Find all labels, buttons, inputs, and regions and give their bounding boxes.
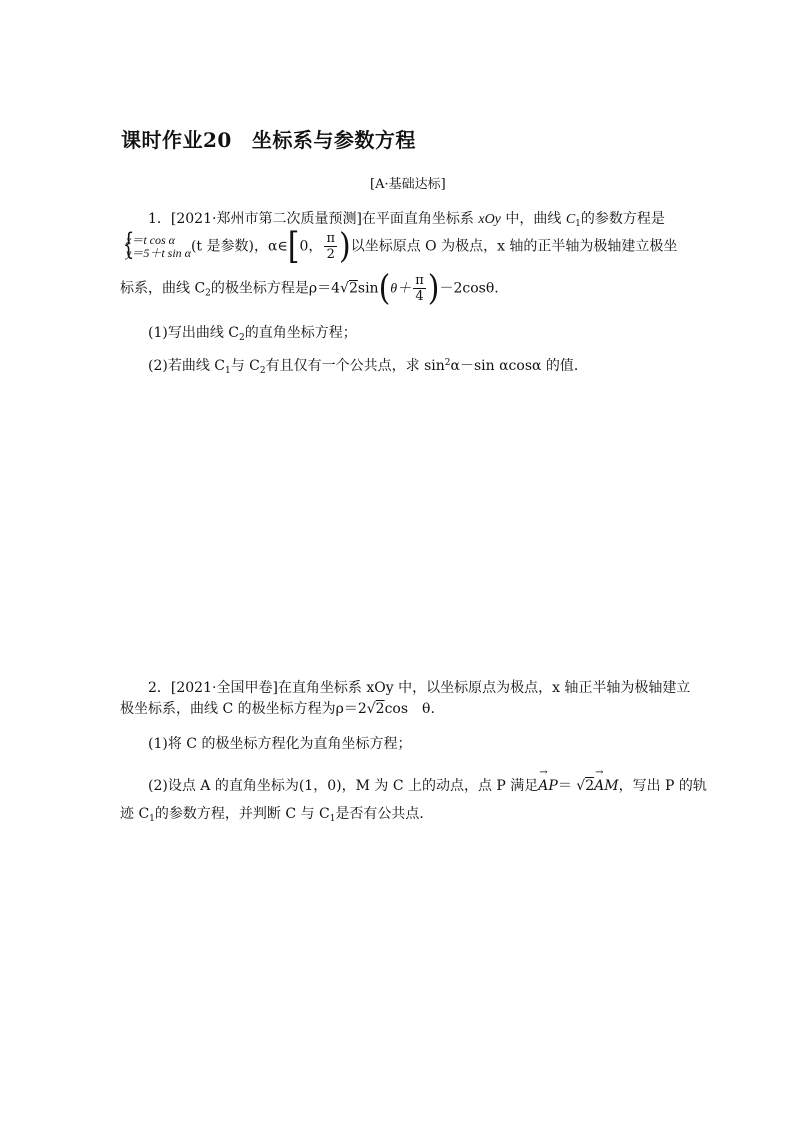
q1-theta-plus: θ＋ [390, 281, 412, 297]
q2-line4-a: 迹 C [120, 806, 150, 822]
q2-part2: (2)设点 A 的直角坐标为(1，0)，M 为 C 上的动点，点 P 满足→ AP＝ √2→ AM，写出 P 的轨 [148, 775, 707, 795]
q1-part2-sup: 2 [444, 358, 451, 368]
q2-line2: 极坐标系，曲线 C 的极坐标方程为ρ＝2√2cos θ. [120, 701, 435, 717]
q1-c1-sub: 1 [575, 219, 581, 229]
q1-part2-a: (2)若曲线 C [148, 358, 225, 374]
q2-line4-sub2: 1 [329, 814, 336, 824]
q1-part2-c: 有且仅有一个公共点，求 sin [265, 358, 445, 374]
q2-part2-a: (2)设点 A 的直角坐标为(1，0)，M 为 C 上的动点，点 P 满足 [148, 778, 539, 794]
q2-line4 [120, 803, 433, 824]
q1-line3-c: sin [357, 280, 379, 297]
q1-line3: 标系，曲线 $C_2$的极坐标方程是ρ＝4√2sin(θ＋ $\frac{\pi}{4}$ )－2cosθ. [120, 267, 499, 309]
q2-part1: (1)将 C 的极坐标方程化为直角坐标方程； [148, 736, 412, 752]
q2-line4-c: 是否有公共点． [335, 806, 434, 822]
q1-line3-a: 标系，曲线 C [120, 280, 206, 297]
q1-sqrt2: 2 [348, 280, 358, 297]
q1-interval-zero: 0， [299, 238, 323, 255]
q1-line2: { x＝t cos α y＝5＋t sin α (t 是参数)，α∈[0， $\frac{\pi}{2}$ )以坐标原点 O 为极点，x 轴的正半轴为极轴建立极坐 [120, 231, 677, 262]
q2-eq: ＝ [557, 778, 577, 794]
q1-xoy: xOy [478, 212, 501, 227]
q1-mid: 中，曲线 [500, 211, 566, 227]
q1-part2-sub1: 1 [225, 366, 231, 376]
q1-lead: 1．[2021·郑州市第二次质量预测]在平面直角坐标系 [148, 211, 479, 227]
q2-vector-ap: → AP [538, 778, 558, 794]
q1-part2 [148, 355, 588, 376]
q2-part2-b: ，写出 P 的轨 [618, 778, 707, 794]
q1-pi-over-4 [413, 273, 426, 304]
q1-pi-2: π [415, 273, 424, 288]
q1-line1 [148, 208, 665, 229]
q1-line3-b: 的极坐标方程是ρ＝4 [210, 280, 341, 297]
q2-line2-a: 极坐标系，曲线 C 的极坐标方程为ρ＝2 [120, 701, 367, 717]
q2-line4-b: 的参数方程，并判断 C 与 C [154, 806, 330, 822]
q1-sys-line1: x＝t cos α [126, 232, 175, 247]
q2-vector-am: → AM [594, 778, 618, 794]
q1-part1 [148, 322, 357, 343]
q2-sqrt2: 2 [375, 701, 385, 717]
q1-sys-line2: y＝5＋t sin α [126, 245, 191, 260]
q1-c1: C [565, 212, 576, 227]
q2-line4-sub: 1 [149, 814, 155, 824]
q1-part2-sub2: 2 [259, 366, 266, 376]
q1-two: 2 [326, 247, 335, 262]
q1-part2-b: 与 C [230, 358, 260, 374]
q1-after-interval: 以坐标原点 O 为极点，x 轴的正半轴为极轴建立极坐 [350, 238, 678, 255]
q1-param-note: (t 是参数)，α∈ [190, 238, 288, 255]
section-label: [A·基础达标] [370, 177, 446, 192]
q1-c2-sub: 2 [205, 288, 211, 299]
page-title [121, 124, 416, 153]
q1-pi: π [326, 231, 335, 246]
q1-tail: 的参数方程是 [580, 211, 665, 227]
q1-equation-system: { x＝t cos α y＝5＋t sin α [122, 226, 191, 262]
q1-pi-over-2 [324, 231, 337, 262]
title-left: 课时作业20 [121, 128, 232, 152]
q1-part1-b: 的直角坐标方程； [244, 325, 357, 341]
q1-part1-sub: 2 [239, 333, 245, 343]
q1-part2-d: α－sin αcosα 的值． [450, 358, 588, 374]
title-right: 坐标系与参数方程 [251, 128, 416, 152]
q2-line1: 2．[2021·全国甲卷]在直角坐标系 xOy 中，以坐标原点为极点，x 轴正半轴为极轴建立 [148, 680, 691, 696]
q1-line3-d: －2cosθ. [439, 280, 499, 297]
q2-line2-b: cos θ. [384, 701, 435, 717]
q1-four: 4 [415, 289, 424, 304]
q2-sqrt2b: 2 [585, 778, 595, 794]
q1-part1-a: (1)写出曲线 C [148, 325, 239, 341]
